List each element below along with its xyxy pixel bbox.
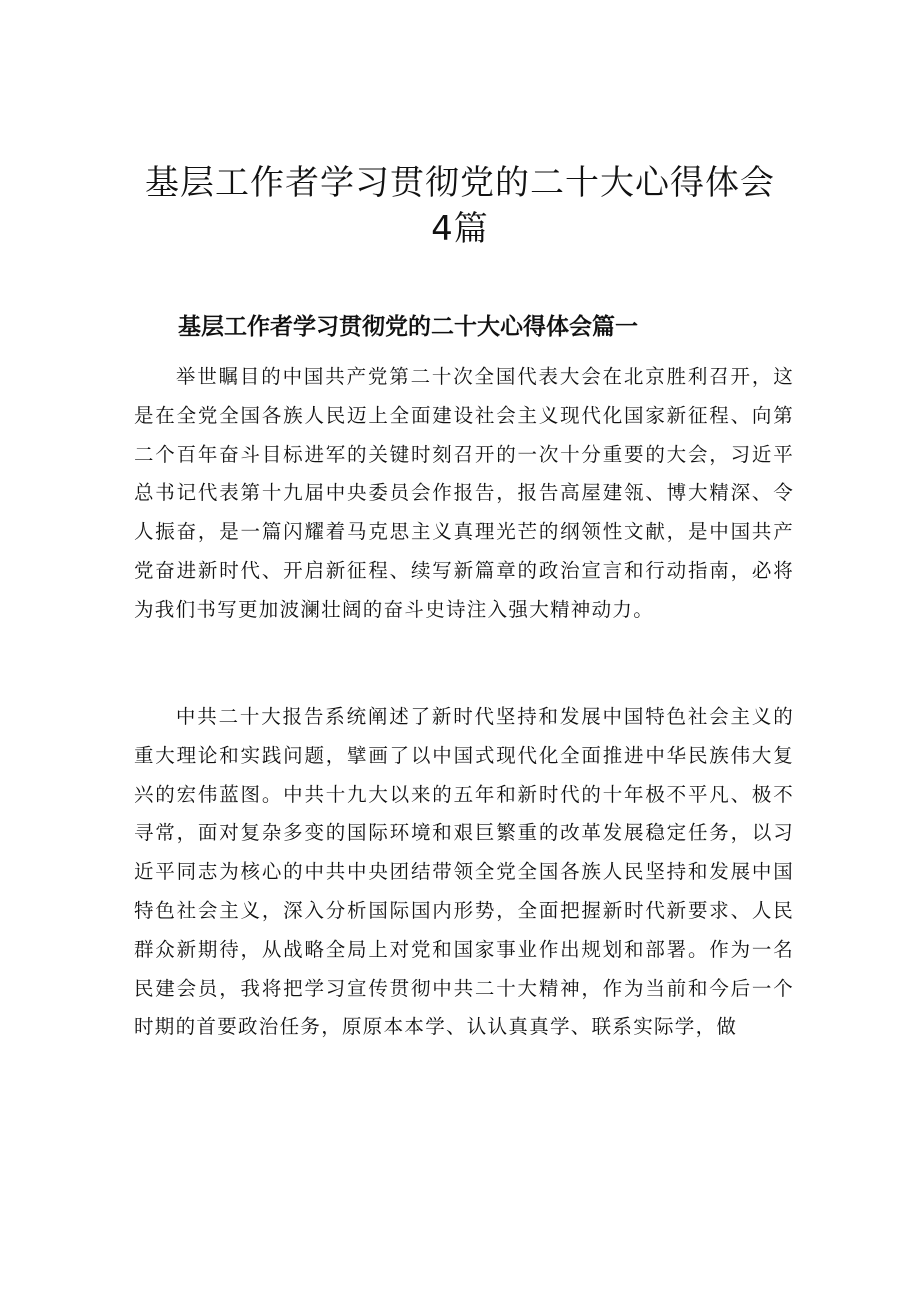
body-paragraph: 举世瞩目的中国共产党第二十次全国代表大会在北京胜利召开，这是在全党全国各族人民迈上全面建设社会主义现代化国家新征程、向第二个百年奋斗目标进军的关键时刻召开的一次十分重要的大会，习近平总书记代表第十九届中央委员会作报告，报告高屋建瓴、博大精深、令人振奋，是一篇闪耀着马克思主义真理光芒的纲领性文献，是中国共产党奋进新时代、开启新征程、续写新篇章的政治宣言和行动指南，必将为我们书写更加波澜壮阔的奋斗史诗注入强大精神动力。 [134, 365, 794, 621]
document-title-line-2: 4篇 [431, 209, 489, 249]
section-heading: 基层工作者学习贯彻党的二十大心得体会篇一 [178, 314, 638, 340]
document-title-line-1: 基层工作者学习贯彻党的二十大心得体会 [145, 163, 775, 203]
document-title [120, 160, 800, 252]
body-paragraph: 中共二十大报告系统阐述了新时代坚持和发展中国特色社会主义的重大理论和实践问题，擘画了以中国式现代化全面推进中华民族伟大复兴的宏伟蓝图。中共十九大以来的五年和新时代的十年极不平凡、极不寻常，面对复杂多变的国际环境和艰巨繁重的改革发展稳定任务，以习近平同志为核心的中共中央团结带领全党全国各族人民坚持和发展中国特色社会主义，深入分析国际国内形势，全面把握新时代新要求、人民群众新期待，从战略全局上对党和国家事业作出规划和部署。作为一名民建会员，我将把学习宣传贯彻中共二十大精神，作为当前和今后一个时期的首要政治任务，原原本本学、认认真真学、联系实际学，做 [134, 705, 794, 1039]
